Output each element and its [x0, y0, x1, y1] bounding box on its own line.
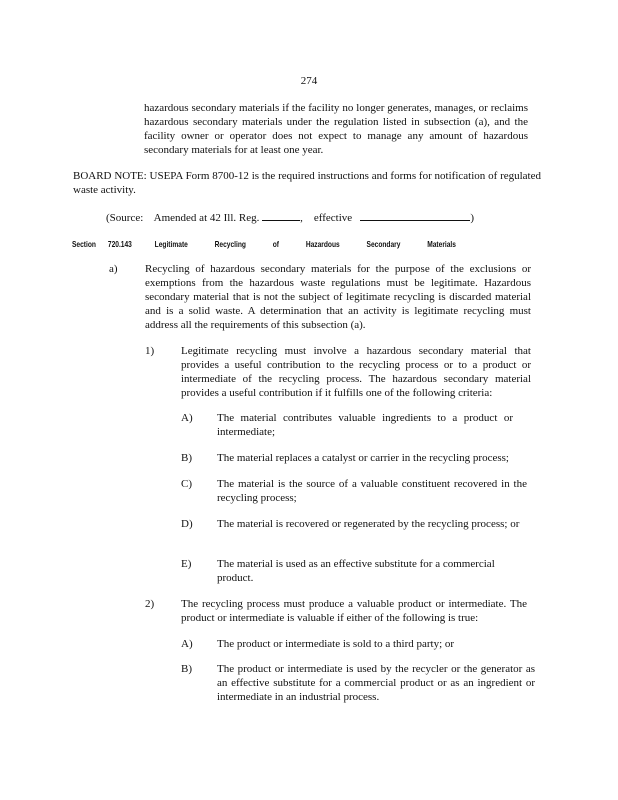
source-line — [106, 209, 474, 225]
continuation-paragraph: hazardous secondary materials if the facility no longer generates, manages, or reclaims hazardous secondary materials under the regulation listed in subsection (a), and the facility owner or operator does not expect to manage any amount of hazardous secondary materials for at least one year. — [144, 102, 528, 156]
paragraph-2-label: 2) — [145, 598, 155, 610]
subsection-a-label: a) — [109, 263, 118, 275]
section-title: Legitimate Recycling of Hazardous Secondary Materials — [154, 239, 456, 249]
item-1d-text: The material is recovered or regenerated by the recycling process; or — [217, 518, 520, 530]
section-number: 720.143 — [107, 239, 132, 249]
item-2a-text: The product or intermediate is sold to a third party; or — [217, 638, 455, 650]
item-2b-text: The product or intermediate is used by the recycler or the generator as an effective substitute for a commercial product or as an ingredient or intermediate in an industrial process. — [217, 663, 535, 703]
item-1b-label: B) — [181, 452, 192, 464]
item-1e-label: E) — [181, 558, 192, 570]
item-1b-text: The material replaces a catalyst or carrier in the recycling process; — [217, 452, 509, 464]
reg-blank — [262, 209, 300, 221]
item-1a-label: A) — [181, 412, 193, 424]
effective-blank — [360, 209, 470, 221]
section-label: Section — [72, 239, 96, 249]
source-close: ) — [470, 212, 475, 224]
item-1a-text: The material contributes valuable ingredients to a product or intermediate; — [217, 412, 513, 438]
paragraph-2-text: The recycling process must produce a valuable product or intermediate. The product or intermediate is valuable if either of the following is true: — [181, 598, 527, 624]
source-amended: Amended at 42 Ill. Reg. — [153, 212, 260, 224]
section-heading — [72, 238, 456, 250]
item-1d-label: D) — [181, 518, 193, 530]
item-2b-label: B) — [181, 663, 192, 675]
subsection-a-text: Recycling of hazardous secondary materials for the purpose of the exclusions or exemptions from the hazardous waste regulations must be legitimate. Hazardous secondary material that is not the subject of legitimate recycling is discarded material and is a solid waste. A determination that an activity is legitimate recycling must address all the requirements of this subsection (a). — [145, 263, 531, 331]
paragraph-1-label: 1) — [145, 345, 155, 357]
source-effective: effective — [313, 212, 353, 224]
item-1c-text: The material is the source of a valuable constituent recovered in the recycling process; — [217, 478, 527, 504]
page-number: 274 — [300, 75, 318, 87]
item-1e-text: The material is used as an effective substitute for a commercial product. — [217, 558, 495, 584]
item-1c-label: C) — [181, 478, 192, 490]
source-prefix: (Source: — [106, 212, 144, 224]
item-2a-label: A) — [181, 638, 193, 650]
paragraph-1-text: Legitimate recycling must involve a hazardous secondary material that provides a useful contribution to the recycling process or to a product or intermediate of the recycling process. The hazardous secondary material provides a useful contribution if it fulfills one of the following criteria: — [181, 345, 531, 399]
board-note: BOARD NOTE: USEPA Form 8700-12 is the required instructions and forms for notification of regulated waste activity. — [73, 170, 541, 196]
source-comma: , — [300, 212, 303, 224]
